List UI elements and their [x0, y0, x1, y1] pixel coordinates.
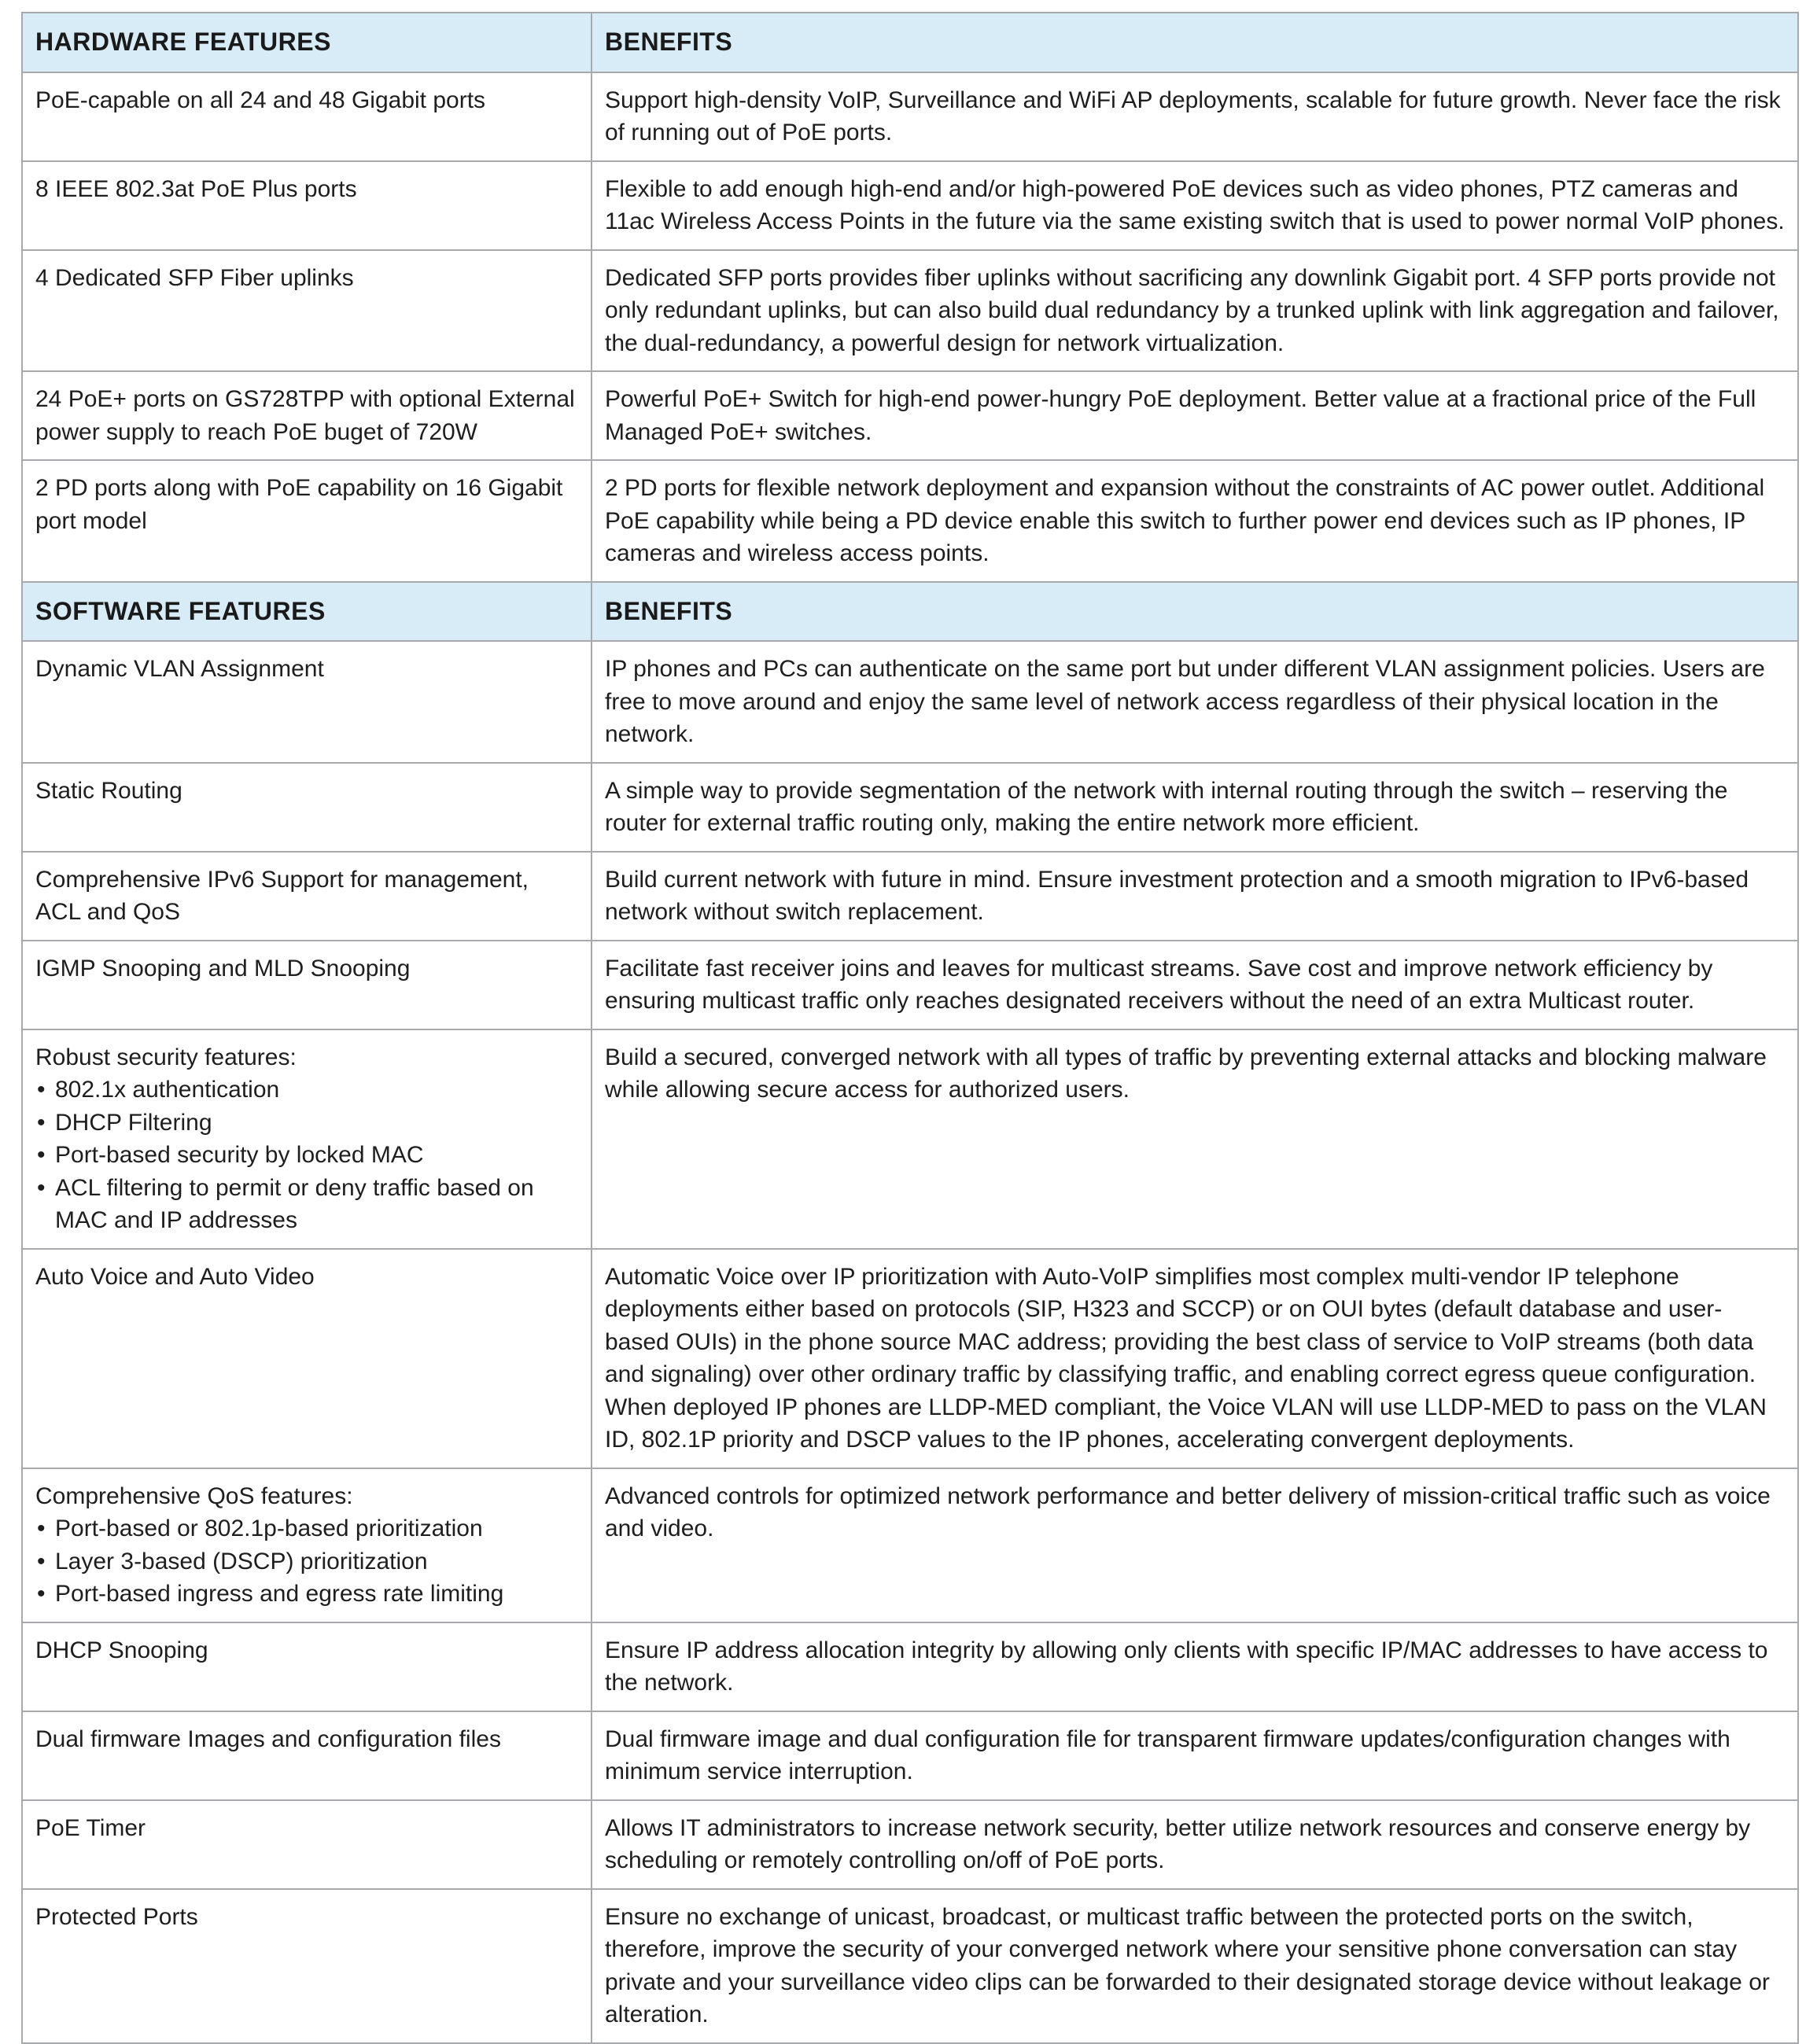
- feature-cell: Auto Voice and Auto Video: [22, 1249, 592, 1468]
- benefit-cell: Ensure no exchange of unicast, broadcast, or multicast traffic between the protected ports on the switch, therefore, improve the security of your converged network where your sensitive phone conversation can stay private and your surveillance video clips can be forwarded to their designated storage device without leakage or alteration.: [592, 1889, 1798, 2043]
- table-row: [22, 763, 1798, 852]
- benefit-cell: Powerful PoE+ Switch for high-end power-hungry PoE deployment. Better value at a fractional price of the Full Managed PoE+ switches.: [592, 371, 1798, 460]
- feature-cell: [22, 1468, 592, 1622]
- table-row: [22, 1249, 1798, 1468]
- feature-cell: Dynamic VLAN Assignment: [22, 641, 592, 763]
- feature-bullet: • Port-based or 802.1p-based prioritization: [35, 1512, 578, 1545]
- feature-intro: Comprehensive QoS features:: [35, 1482, 353, 1509]
- hardware-features-heading: HARDWARE FEATURES: [22, 13, 592, 72]
- feature-cell: Protected Ports: [22, 1889, 592, 2043]
- benefit-cell: Support high-density VoIP, Surveillance and WiFi AP deployments, scalable for future growth. Never face the risk of running out of PoE ports.: [592, 72, 1798, 161]
- feature-intro: Robust security features:: [35, 1044, 297, 1070]
- feature-bullet: • ACL filtering to permit or deny traffic based on MAC and IP addresses: [35, 1172, 578, 1237]
- table-row: [22, 852, 1798, 941]
- feature-cell: 8 IEEE 802.3at PoE Plus ports: [22, 161, 592, 250]
- features-table: [21, 12, 1799, 2044]
- table-row: [22, 250, 1798, 372]
- benefit-cell: 2 PD ports for flexible network deployment and expansion without the constraints of AC power outlet. Additional PoE capability while being a PD device enable this switch to further power end devices such as IP phones, IP cameras and wireless access points.: [592, 460, 1798, 582]
- hardware-benefits-heading: BENEFITS: [592, 13, 1798, 72]
- benefit-cell: Automatic Voice over IP prioritization with Auto-VoIP simplifies most complex multi-vendor IP telephone deployments either based on protocols (SIP, H323 and SCCP) or on OUI bytes (default database and user-based OUIs) in the phone source MAC address; providing the best class of service to VoIP streams (both data and signaling) over other ordinary traffic by classifying traffic, and enabling correct egress queue configuration. When deployed IP phones are LLDP-MED compliant, the Voice VLAN will use LLDP-MED to pass on the VLAN ID, 802.1P priority and DSCP values to the IP phones, accelerating convergent deployments.: [592, 1249, 1798, 1468]
- table-row: [22, 1711, 1798, 1800]
- feature-cell: 4 Dedicated SFP Fiber uplinks: [22, 250, 592, 372]
- table-row: [22, 1800, 1798, 1889]
- feature-cell: DHCP Snooping: [22, 1622, 592, 1711]
- feature-bullet: • Layer 3-based (DSCP) prioritization: [35, 1545, 578, 1578]
- table-row: [22, 1029, 1798, 1249]
- feature-cell: Comprehensive IPv6 Support for management, ACL and QoS: [22, 852, 592, 941]
- feature-bullet: • Port-based security by locked MAC: [35, 1139, 578, 1172]
- benefit-cell: Build current network with future in mind. Ensure investment protection and a smooth migration to IPv6-based network without switch replacement.: [592, 852, 1798, 941]
- feature-cell: 2 PD ports along with PoE capability on 16 Gigabit port model: [22, 460, 592, 582]
- feature-cell: Static Routing: [22, 763, 592, 852]
- feature-cell: 24 PoE+ ports on GS728TPP with optional External power supply to reach PoE buget of 720W: [22, 371, 592, 460]
- table-row: [22, 460, 1798, 582]
- feature-cell: [22, 1029, 592, 1249]
- benefit-cell: IP phones and PCs can authenticate on the same port but under different VLAN assignment policies. Users are free to move around and enjoy the same level of network access regardless of their physical location in the network.: [592, 641, 1798, 763]
- feature-bullet: • Port-based ingress and egress rate limiting: [35, 1578, 578, 1611]
- feature-cell: PoE-capable on all 24 and 48 Gigabit ports: [22, 72, 592, 161]
- feature-bullet-list: [35, 1512, 578, 1611]
- benefit-cell: Build a secured, converged network with all types of traffic by preventing external attacks and blocking malware while allowing secure access for authorized users.: [592, 1029, 1798, 1249]
- benefit-cell: Ensure IP address allocation integrity by allowing only clients with specific IP/MAC addresses to have access to the network.: [592, 1622, 1798, 1711]
- table-row: [22, 161, 1798, 250]
- benefit-cell: Allows IT administrators to increase network security, better utilize network resources and conserve energy by scheduling or remotely controlling on/off of PoE ports.: [592, 1800, 1798, 1889]
- benefit-cell: Flexible to add enough high-end and/or high-powered PoE devices such as video phones, PTZ cameras and 11ac Wireless Access Points in the future via the same existing switch that is used to power normal VoIP phones.: [592, 161, 1798, 250]
- software-features-heading: SOFTWARE FEATURES: [22, 582, 592, 642]
- benefit-cell: Dedicated SFP ports provides fiber uplinks without sacrificing any downlink Gigabit port. 4 SFP ports provide not only redundant uplinks, but can also build dual redundancy by a trunked uplink with link aggregation and failover, the dual-redundancy, a powerful design for network virtualization.: [592, 250, 1798, 372]
- benefit-cell: A simple way to provide segmentation of the network with internal routing through the switch – reserving the router for external traffic routing only, making the entire network more efficient.: [592, 763, 1798, 852]
- software-header-row: [22, 582, 1798, 642]
- benefit-cell: Advanced controls for optimized network performance and better delivery of mission-critical traffic such as voice and video.: [592, 1468, 1798, 1622]
- table-row: [22, 941, 1798, 1029]
- benefit-cell: Facilitate fast receiver joins and leaves for multicast streams. Save cost and improve network efficiency by ensuring multicast traffic only reaches designated receivers without the need of an extra Multicast router.: [592, 941, 1798, 1029]
- feature-cell: PoE Timer: [22, 1800, 592, 1889]
- software-benefits-heading: BENEFITS: [592, 582, 1798, 642]
- table-row: [22, 371, 1798, 460]
- table-row: [22, 641, 1798, 763]
- benefit-cell: Dual firmware image and dual configuration file for transparent firmware updates/configuration changes with minimum service interruption.: [592, 1711, 1798, 1800]
- feature-bullet: • DHCP Filtering: [35, 1107, 578, 1140]
- feature-bullet-list: [35, 1074, 578, 1237]
- feature-cell: IGMP Snooping and MLD Snooping: [22, 941, 592, 1029]
- table-row: [22, 1468, 1798, 1622]
- hardware-header-row: [22, 13, 1798, 72]
- feature-cell: Dual firmware Images and configuration files: [22, 1711, 592, 1800]
- table-row: [22, 1622, 1798, 1711]
- feature-bullet: • 802.1x authentication: [35, 1074, 578, 1107]
- table-row: [22, 72, 1798, 161]
